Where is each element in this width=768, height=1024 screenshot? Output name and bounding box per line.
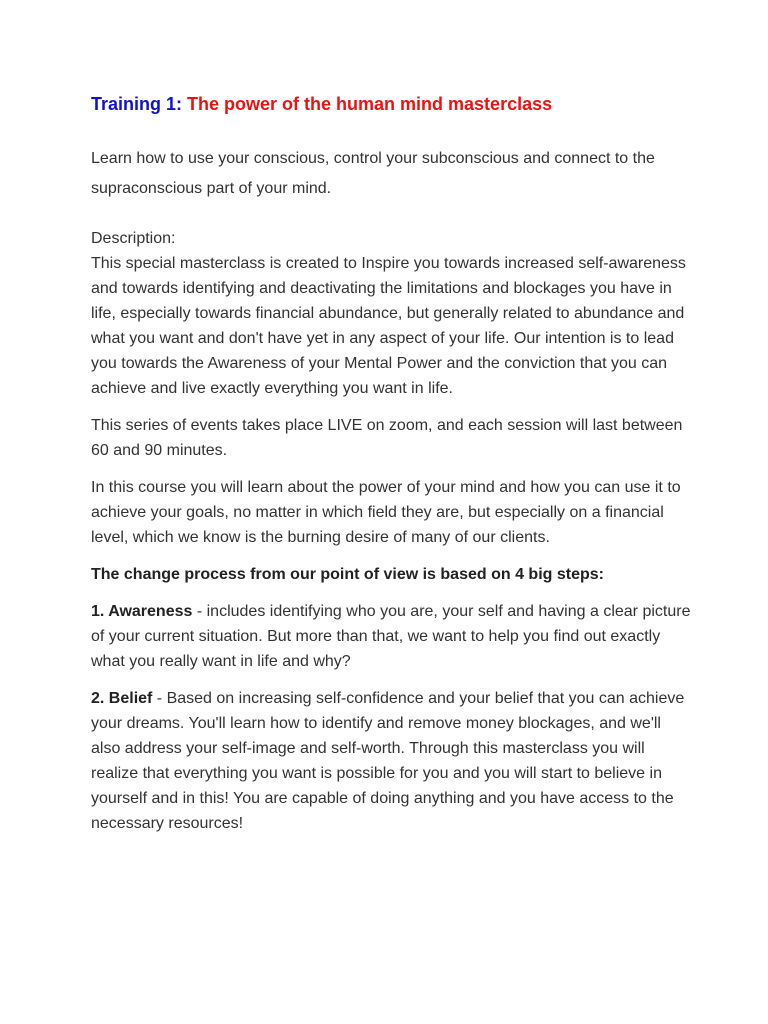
- title-prefix: Training 1:: [91, 94, 183, 114]
- intro-paragraph: Learn how to use your conscious, control your subconscious and connect to the supraconscious part of your mind.: [91, 150, 655, 197]
- document-page: [91, 92, 691, 836]
- course-paragraph: In this course you will learn about the power of your mind and how you can use it to achieve your goals, no matter in which field they are, but especially on a financial level, which we know is the burning desire of many of our clients.: [91, 479, 681, 546]
- step-belief: [91, 686, 691, 836]
- step-label: 1. Awareness: [91, 603, 193, 620]
- description-label: Description:: [91, 230, 176, 247]
- step-text: - Based on increasing self-confidence and your belief that you can achieve your dreams. You'll learn how to identify and remove money blockages, and we'll also address your self-image and self-worth. Through this masterclass you will realize that everything you want is possible for you and you will start to believe in yourself and in this! You are capable of doing anything and you have access to the necessary resources!: [91, 690, 685, 832]
- page-title: [91, 92, 691, 116]
- step-awareness: [91, 599, 691, 674]
- step-text: - includes identifying who you are, your self and having a clear picture of your current situation. But more than that, we want to help you find out exactly what you really want in life and why?: [91, 603, 691, 670]
- description-paragraph: This special masterclass is created to Inspire you towards increased self-awareness and towards identifying and deactivating the limitations and blockages you have in life, especially towards financial abundance, but generally related to abundance and what you want and don't have yet in any aspect of your life. Our intention is to lead you towards the Awareness of your Mental Power and the conviction that you can achieve and live exactly everything you want in life.: [91, 255, 686, 397]
- title-text: The power of the human mind masterclass: [187, 94, 553, 114]
- step-label: 2. Belief: [91, 690, 153, 707]
- steps-heading: The change process from our point of view is based on 4 big steps:: [91, 566, 604, 583]
- sessions-paragraph: This series of events takes place LIVE on zoom, and each session will last between 60 and 90 minutes.: [91, 417, 683, 459]
